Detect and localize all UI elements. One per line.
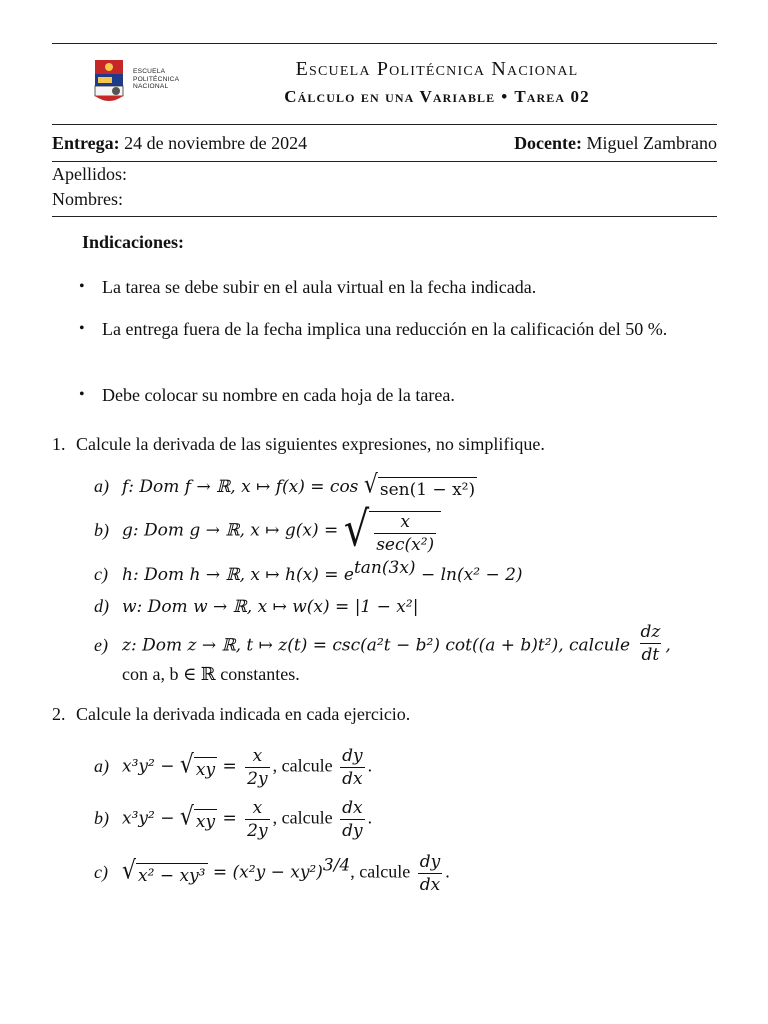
q1-item-c: c) h: Dom h → ℝ, x ↦ $h(x) = e^{tan(3x)} - \ln(x^2 - 2)$ — [94, 558, 523, 585]
sqrt-symbol: √ xy — [179, 750, 216, 780]
q1-item-b: b) g: Dom g → ℝ, x ↦ g(x) = √ $\frac{x}{\text{sec(x²)}}$ — [94, 508, 441, 555]
sqrt-symbol: √ xy — [179, 802, 216, 832]
q2-item-a: a) x³y² − √ xy = $\frac{x}{2y}$ , calcule $\frac{dy}{dx}$ . — [94, 746, 373, 789]
name-field-label: Nombres: — [52, 189, 123, 209]
logo-text: ESCUELA POLITÉCNICA NACIONAL — [133, 68, 180, 90]
course-title: Cálculo en una Variable • Tarea 02 — [284, 87, 590, 106]
instruction-item: • La tarea se debe subir en el aula virtual en la fecha indicada. — [102, 274, 717, 300]
shield-icon — [91, 58, 127, 106]
q2-item-b: b) x³y² − √ xy = $\frac{x}{2y}$ , calcule $\frac{dx}{dy}$ . — [94, 798, 373, 841]
instruction-item: • Debe colocar su nombre en cada hoja de la tarea. — [102, 382, 717, 408]
q1-item-a: a) f: Dom f → ℝ, x ↦ f(x) = cos √ sen(1 − x²) — [94, 470, 476, 500]
top-rule — [52, 43, 717, 44]
meta-rule — [52, 161, 717, 162]
institution-name: Escuela Politécnica Nacional — [295, 58, 579, 80]
sqrt-symbol: √ sen(1 − x²) — [363, 470, 476, 500]
sqrt-symbol: √ x² − xy³ — [122, 856, 206, 886]
fields-rule — [52, 216, 717, 217]
question-2-heading: 2. Calcule la derivada indicada en cada ejercicio. — [52, 704, 411, 724]
q1-item-d: d) w: Dom w → ℝ, x ↦ w(x) = |1 − x²| — [94, 596, 419, 617]
teacher: Docente: Miguel Zambrano — [514, 133, 717, 153]
instruction-item: • La entrega fuera de la fecha implica una reducción en la calificación del 50 %. — [102, 316, 717, 342]
sqrt-symbol: √ $\frac{x}{\text{sec(x²)}}$ — [344, 508, 441, 555]
institution-logo — [89, 56, 189, 108]
q2-item-c: c) √ x² − xy³ = $(x^2y - xy^2)^{3/4}$, calcule $\frac{dy}{dx}$ . — [94, 852, 450, 895]
due-date: Entrega: 24 de noviembre de 2024 — [52, 133, 308, 153]
question-1-heading: 1. Calcule la derivada de las siguientes expresiones, no simplifique. — [52, 434, 545, 454]
q1-item-e: e) z: Dom z → ℝ, t ↦ z(t) = csc(a²t − b²) cot((a + b)t²), calcule $\frac{dz}{dt}$ , — [94, 622, 671, 665]
header-rule — [52, 124, 717, 125]
q1-item-e-line2: con a, b ∈ ℝ constantes. — [122, 664, 300, 684]
document-page — [52, 0, 717, 1024]
instructions-title: Indicaciones: — [82, 232, 185, 252]
surname-field-label: Apellidos: — [52, 164, 127, 184]
